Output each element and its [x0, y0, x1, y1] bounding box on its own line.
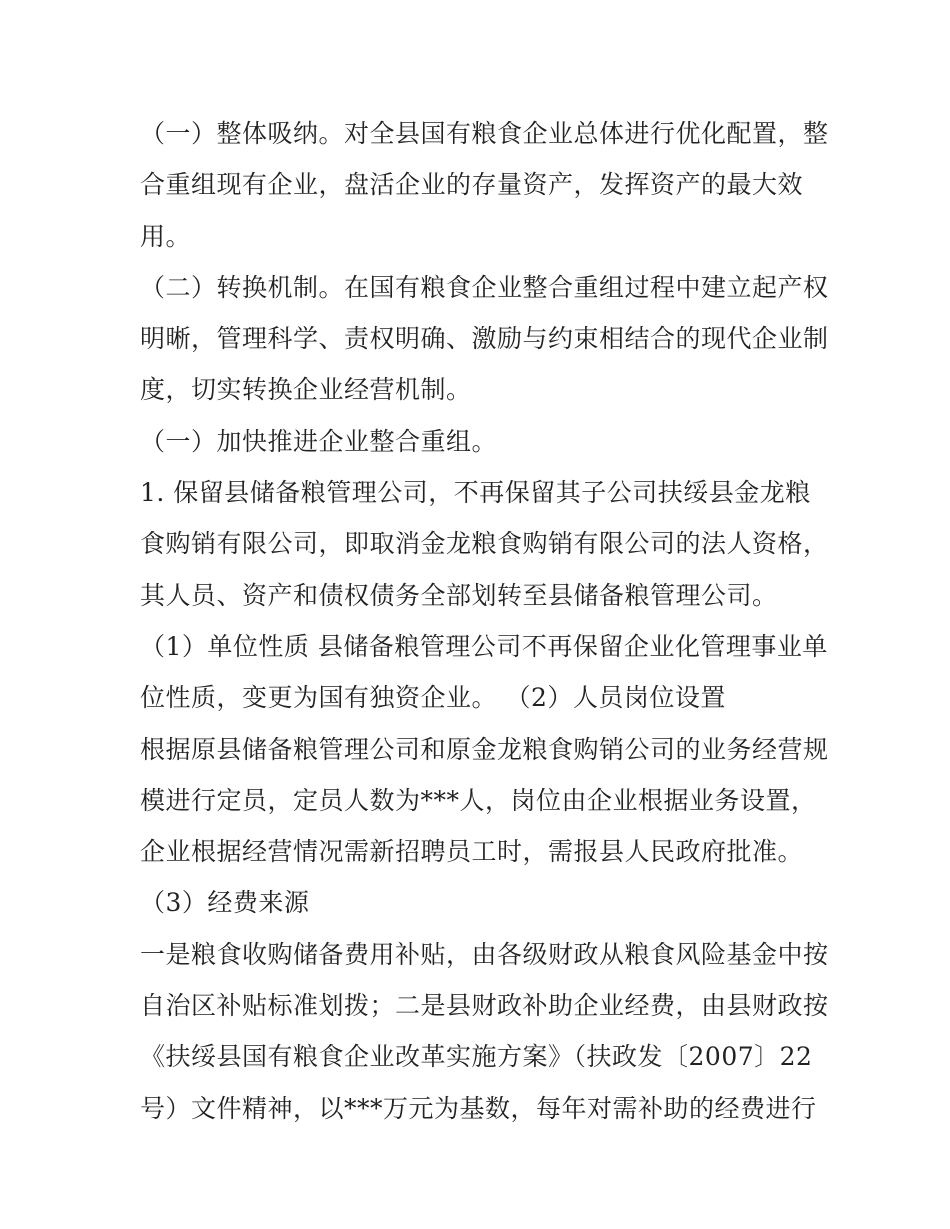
text-line: （1）单位性质 县储备粮管理公司不再保留企业化管理事业单	[140, 631, 828, 661]
text-line: 其人员、资产和债权债务全部划转至县储备粮管理公司。	[140, 580, 778, 610]
text-line: 自治区补贴标准划拨；二是县财政补助企业经费，由县财政按	[140, 991, 829, 1021]
text-line: 明晰，管理科学、责权明确、激励与约束相结合的现代企业制	[140, 324, 829, 354]
subsection-heading: （3）经费来源	[140, 888, 310, 918]
text-line: 食购销有限公司，即取消金龙粮食购销有限公司的法人资格，	[140, 529, 829, 559]
text-line: 企业根据经营情况需新招聘员工时，需报县人民政府批准。	[140, 837, 804, 867]
text-line: 号）文件精神，以***万元为基数，每年对需补助的经费进行	[140, 1093, 817, 1123]
text-line: 模进行定员，定员人数为***人，岗位由企业根据业务设置，	[140, 785, 817, 815]
text-line: 用。	[140, 221, 192, 251]
text-line: （一）整体吸纳。对全县国有粮食企业总体进行优化配置，整	[140, 119, 829, 148]
text-line: 一是粮食收购储备费用补贴，由各级财政从粮食风险基金中按	[140, 939, 829, 969]
text-line: 位性质，变更为国有独资企业。 （2）人员岗位设置	[140, 683, 726, 713]
text-line: 1. 保留县储备粮管理公司，不再保留其子公司扶绥县金龙粮	[140, 478, 811, 508]
section-heading: （一）加快推进企业整合重组。	[140, 426, 498, 456]
body-text	[140, 108, 829, 1134]
text-line: 根据原县储备粮管理公司和原金龙粮食购销公司的业务经营规	[140, 734, 829, 764]
text-line: 《扶绥县国有粮食企业改革实施方案》（扶政发〔2007〕22	[140, 1042, 813, 1072]
text-line: 度，切实转换企业经营机制。	[140, 375, 472, 405]
text-line: （二）转换机制。在国有粮食企业整合重组过程中建立起产权	[140, 272, 829, 302]
text-line: 合重组现有企业，盘活企业的存量资产，发挥资产的最大效	[140, 170, 804, 200]
